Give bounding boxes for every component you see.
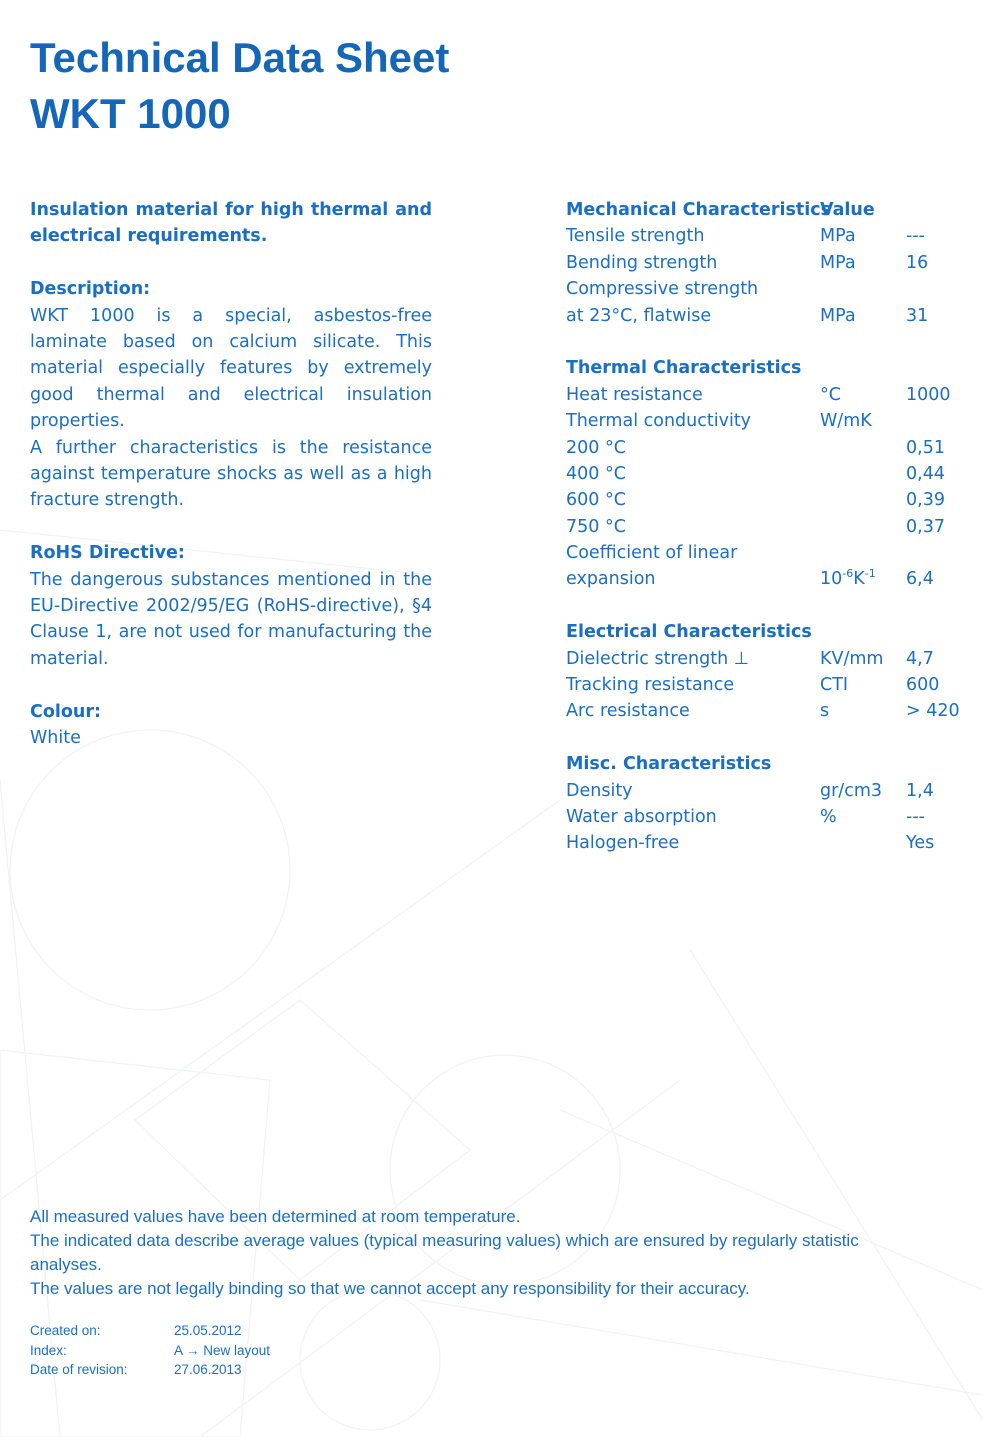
table-row — [566, 276, 976, 302]
table-row — [566, 540, 976, 566]
row-spacer — [566, 593, 976, 619]
property-label: Tracking resistance — [566, 675, 735, 696]
property-label: Coefficient of linear — [566, 543, 738, 564]
property-value — [906, 540, 976, 566]
expansion-unit — [820, 566, 906, 592]
property-unit: MPa — [820, 305, 856, 326]
thermal-title: Thermal Characteristics — [566, 358, 802, 379]
table-row — [566, 461, 976, 487]
electrical-header-row — [566, 619, 976, 645]
table-row — [566, 830, 976, 856]
property-label: 750 °C — [566, 516, 626, 537]
property-label: Heat resistance — [566, 384, 703, 405]
rohs-text: The dangerous substances mentioned in the EU-Directive 2002/95/EG (RoHS-directive), §4 Clause 1, are not used for manufacturing the material. — [30, 569, 432, 669]
property-value: --- — [906, 806, 925, 827]
page-title — [30, 30, 449, 142]
property-label: Bending strength — [566, 252, 718, 273]
table-row — [566, 646, 976, 672]
property-value: 0,51 — [906, 437, 945, 458]
property-unit — [820, 540, 906, 566]
unit-base: 10 — [820, 569, 843, 590]
table-row — [566, 778, 976, 804]
property-unit: °C — [820, 384, 841, 405]
colour-value: White — [30, 728, 81, 749]
table-row — [566, 223, 976, 249]
meta-row-created — [30, 1321, 270, 1341]
index-value: A → New layout — [174, 1342, 271, 1358]
property-unit — [820, 276, 906, 302]
property-unit: W/mK — [820, 411, 872, 432]
document-meta — [30, 1321, 270, 1380]
property-label: Thermal conductivity — [566, 411, 752, 432]
revision-value: 27.06.2013 — [174, 1362, 242, 1377]
property-label: expansion — [566, 569, 656, 590]
property-label: Tensile strength — [566, 226, 705, 247]
meta-row-index — [30, 1341, 270, 1361]
property-label: Compressive strength — [566, 279, 759, 300]
property-value: 4,7 — [906, 648, 934, 669]
property-value: Yes — [906, 833, 935, 854]
tagline: Insulation material for high thermal and electrical requirements. — [30, 200, 432, 247]
table-row — [566, 514, 976, 540]
table-row — [566, 487, 976, 513]
property-unit: s — [820, 701, 830, 722]
created-value: 25.05.2012 — [174, 1323, 242, 1338]
property-unit — [820, 487, 906, 513]
table-row — [566, 566, 976, 592]
property-label: at 23°C, flatwise — [566, 305, 712, 326]
row-spacer — [566, 725, 976, 751]
property-value — [906, 408, 976, 434]
property-unit: % — [820, 806, 837, 827]
disclaimer — [30, 1205, 930, 1301]
description-column — [30, 197, 432, 751]
unit-kelvin: K — [853, 569, 865, 590]
property-unit: KV/mm — [820, 648, 884, 669]
table-row — [566, 672, 976, 698]
property-value: > 420 — [906, 701, 960, 722]
property-value: 16 — [906, 252, 929, 273]
property-unit: MPa — [820, 252, 856, 273]
disclaimer-line-3: The values are not legally binding so that we cannot accept any responsibility for their accuracy. — [30, 1279, 750, 1298]
property-unit — [820, 830, 906, 856]
rohs-heading: RoHS Directive: — [30, 543, 185, 564]
table-row — [566, 435, 976, 461]
characteristics-table — [566, 197, 976, 857]
table-row — [566, 303, 976, 329]
thermal-header-row — [566, 355, 976, 381]
property-value — [906, 276, 976, 302]
property-label: Density — [566, 780, 633, 801]
table-row — [566, 250, 976, 276]
property-value: 1,4 — [906, 780, 934, 801]
created-label: Created on: — [30, 1323, 101, 1338]
misc-header-row — [566, 751, 976, 777]
property-value: 31 — [906, 305, 929, 326]
property-value: 600 — [906, 675, 940, 696]
property-label: 400 °C — [566, 463, 626, 484]
value-column-header: Value — [820, 200, 875, 220]
index-label: Index: — [30, 1342, 67, 1358]
table-row — [566, 408, 976, 434]
title-line-1: Technical Data Sheet — [30, 34, 450, 81]
description-paragraph-2: A further characteristics is the resistance against temperature shocks as well as a high fracture strength. — [30, 437, 432, 511]
disclaimer-line-1: All measured values have been determined at room temperature. — [30, 1207, 521, 1226]
unit-exponent-2: -1 — [864, 567, 876, 581]
property-unit — [820, 461, 906, 487]
property-value: 0,39 — [906, 490, 945, 511]
property-value: 6,4 — [906, 569, 934, 590]
property-label: Dielectric strength ⊥ — [566, 648, 749, 669]
mechanical-header-row — [566, 197, 976, 223]
property-value: 1000 — [906, 384, 951, 405]
title-line-2: WKT 1000 — [30, 90, 231, 137]
property-value: 0,37 — [906, 516, 945, 537]
table-row — [566, 804, 976, 830]
disclaimer-line-2: The indicated data describe average values (typical measuring values) which are ensured by regularly statistic analyses. — [30, 1231, 859, 1274]
property-value: --- — [906, 226, 925, 247]
description-paragraph-1: WKT 1000 is a special, asbestos-free laminate based on calcium silicate. This material especially features by extremely good thermal and electrical insulation properties. — [30, 305, 432, 432]
property-label: 600 °C — [566, 490, 626, 511]
description-heading: Description: — [30, 279, 151, 300]
mechanical-title: Mechanical Characteristics — [566, 200, 832, 220]
property-label: Arc resistance — [566, 701, 690, 722]
property-unit — [820, 435, 906, 461]
property-unit: gr/cm3 — [820, 780, 883, 801]
revision-label: Date of revision: — [30, 1362, 128, 1377]
property-unit: MPa — [820, 226, 856, 247]
row-spacer — [566, 329, 976, 355]
property-label: Water absorption — [566, 806, 717, 827]
colour-heading: Colour: — [30, 701, 101, 722]
property-label: 200 °C — [566, 437, 626, 458]
misc-title: Misc. Characteristics — [566, 754, 772, 775]
table-row — [566, 382, 976, 408]
property-label: Halogen-free — [566, 833, 680, 854]
table-row — [566, 698, 976, 724]
property-value: 0,44 — [906, 463, 945, 484]
unit-exponent-1: -6 — [842, 567, 854, 581]
property-unit — [820, 514, 906, 540]
property-unit: CTI — [820, 675, 849, 696]
electrical-title: Electrical Characteristics — [566, 622, 812, 643]
meta-row-revision — [30, 1360, 270, 1380]
